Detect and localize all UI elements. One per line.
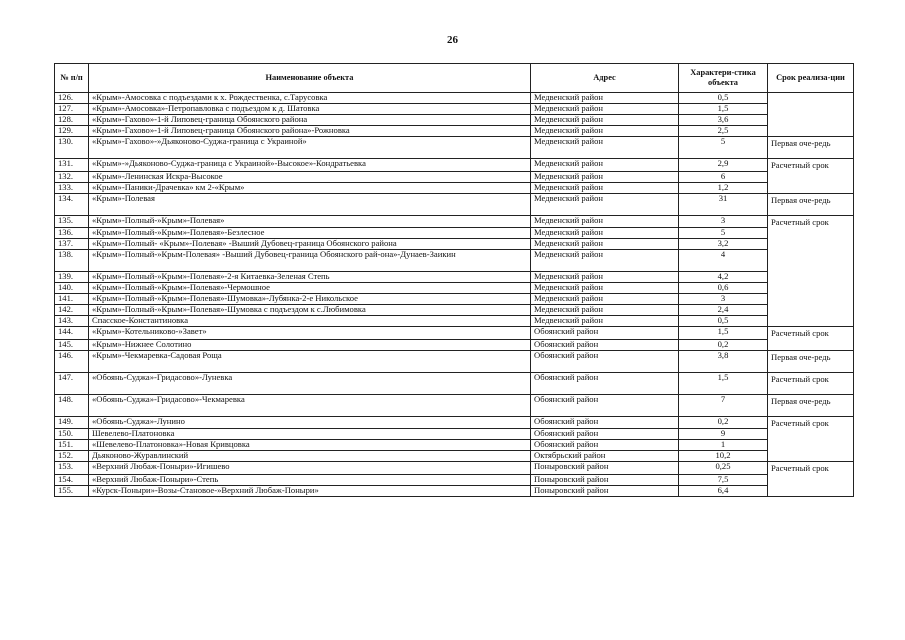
object-name: «Крым»-Котельниково-»Завет» [89, 327, 531, 340]
object-name: «Крым»-Гахово»-»Дьяконово-Суджа-граница с Украиной» [89, 137, 531, 159]
table-body [55, 93, 854, 497]
object-term: Расчетный срок [768, 416, 854, 429]
header-name: Наименование объекта [89, 64, 531, 93]
object-term: Первая оче-редь [768, 193, 854, 215]
object-term: Первая оче-редь [768, 137, 854, 159]
table-row [55, 372, 854, 394]
object-length: 0,5 [679, 316, 768, 327]
table-row [55, 394, 854, 416]
object-name: «Крым»-Гахово»-1-й Липовец-граница Обоянского района»-Рожновка [89, 126, 531, 137]
object-address: Обоянский район [531, 429, 679, 440]
object-address: Медвенский район [531, 159, 679, 172]
table-row [55, 137, 854, 159]
object-length: 3 [679, 294, 768, 305]
table-row [55, 159, 854, 172]
row-number: 150. [55, 429, 89, 440]
object-address: Обоянский район [531, 350, 679, 372]
object-name: «Крым»-Полный-»Крым»-Полевая» [89, 215, 531, 228]
object-address: Медвенский район [531, 215, 679, 228]
row-number: 137. [55, 239, 89, 250]
table-row [55, 305, 854, 316]
object-term [768, 474, 854, 485]
table-row [55, 272, 854, 283]
object-address: Медвенский район [531, 305, 679, 316]
row-number: 152. [55, 451, 89, 462]
object-address: Обоянский район [531, 416, 679, 429]
object-term [768, 272, 854, 283]
table-row [55, 126, 854, 137]
object-length: 3 [679, 215, 768, 228]
object-address: Медвенский район [531, 171, 679, 182]
table-row [55, 228, 854, 239]
object-length: 5 [679, 228, 768, 239]
object-length: 1,5 [679, 104, 768, 115]
header-length: Характери-стика объекта [679, 64, 768, 93]
object-name: Дьяконово-Журавлинский [89, 451, 531, 462]
row-number: 146. [55, 350, 89, 372]
table-row [55, 104, 854, 115]
object-name: «Крым»-Полный-»Крым-Полевая» -Выший Дубовец-граница Обоянского рай-она»-Дунаев-Заикин [89, 250, 531, 272]
object-length: 0,2 [679, 339, 768, 350]
object-term [768, 451, 854, 462]
object-address: Обоянский район [531, 339, 679, 350]
object-term [768, 239, 854, 250]
object-name: «Верхний Любаж-Поныри»-Игишево [89, 462, 531, 475]
table-row [55, 193, 854, 215]
object-address: Обоянский район [531, 394, 679, 416]
row-number: 133. [55, 182, 89, 193]
object-term [768, 104, 854, 115]
table-row [55, 239, 854, 250]
table-row [55, 429, 854, 440]
row-number: 135. [55, 215, 89, 228]
table-row [55, 474, 854, 485]
object-length: 9 [679, 429, 768, 440]
object-term [768, 294, 854, 305]
object-term [768, 93, 854, 104]
object-address: Медвенский район [531, 316, 679, 327]
table-row [55, 327, 854, 340]
row-number: 129. [55, 126, 89, 137]
object-name: Шевелево-Платоновка [89, 429, 531, 440]
table-row [55, 416, 854, 429]
table-row [55, 485, 854, 496]
object-term [768, 305, 854, 316]
row-number: 136. [55, 228, 89, 239]
row-number: 155. [55, 485, 89, 496]
object-term [768, 182, 854, 193]
header-address: Адрес [531, 64, 679, 93]
row-number: 147. [55, 372, 89, 394]
object-term [768, 171, 854, 182]
table-header-row [55, 64, 854, 93]
object-length: 6,4 [679, 485, 768, 496]
object-address: Медвенский район [531, 137, 679, 159]
object-name: «Крым»-Нижнее Солотино [89, 339, 531, 350]
row-number: 144. [55, 327, 89, 340]
row-number: 141. [55, 294, 89, 305]
object-name: Спасское-Константиновка [89, 316, 531, 327]
object-name: «Обоянь-Суджа»-Гридасово»-Чекмаревка [89, 394, 531, 416]
object-length: 4 [679, 250, 768, 272]
object-address: Медвенский район [531, 193, 679, 215]
object-name: «Крым»-Полный-»Крым»-Полевая»-Шумовка с подъездом к с.Любимовка [89, 305, 531, 316]
object-address: Поныровский район [531, 485, 679, 496]
page-number: 26 [447, 34, 458, 46]
object-length: 1,2 [679, 182, 768, 193]
object-address: Медвенский район [531, 283, 679, 294]
object-term: Расчетный срок [768, 327, 854, 340]
table-row [55, 115, 854, 126]
object-address: Медвенский район [531, 104, 679, 115]
object-length: 1,5 [679, 372, 768, 394]
object-length: 7,5 [679, 474, 768, 485]
row-number: 149. [55, 416, 89, 429]
object-term [768, 440, 854, 451]
object-name: «Верхний Любаж-Поныри»-Степь [89, 474, 531, 485]
row-number: 139. [55, 272, 89, 283]
object-term [768, 250, 854, 272]
object-length: 4,2 [679, 272, 768, 283]
object-length: 3,8 [679, 350, 768, 372]
object-address: Медвенский район [531, 115, 679, 126]
object-name: «Крым»-Полный-»Крым»-Полевая»-Безлесное [89, 228, 531, 239]
object-term [768, 429, 854, 440]
object-address: Медвенский район [531, 250, 679, 272]
table-row [55, 350, 854, 372]
object-term [768, 316, 854, 327]
row-number: 130. [55, 137, 89, 159]
row-number: 153. [55, 462, 89, 475]
object-term: Первая оче-редь [768, 350, 854, 372]
object-name: «Крым»-Паники-Драчевка» км 2-«Крым» [89, 182, 531, 193]
row-number: 142. [55, 305, 89, 316]
object-length: 10,2 [679, 451, 768, 462]
table-row [55, 339, 854, 350]
object-length: 5 [679, 137, 768, 159]
object-address: Медвенский район [531, 228, 679, 239]
object-name: «Крым»-Амосовка с подъездами к х. Рождественка, с.Тарусовка [89, 93, 531, 104]
table-row [55, 283, 854, 294]
object-address: Медвенский район [531, 239, 679, 250]
row-number: 128. [55, 115, 89, 126]
object-address: Обоянский район [531, 327, 679, 340]
object-length: 7 [679, 394, 768, 416]
object-name: «Крым»-Полный- «Крым»-Полевая» -Выший Дубовец-граница Обоянского района [89, 239, 531, 250]
object-length: 31 [679, 193, 768, 215]
objects-table [54, 63, 854, 497]
table-row [55, 182, 854, 193]
object-name: «Обоянь-Суджа»-Лунино [89, 416, 531, 429]
table-row [55, 440, 854, 451]
table-row [55, 451, 854, 462]
object-name: «Шевелево-Платоновка»-Новая Кривцовка [89, 440, 531, 451]
object-length: 3,2 [679, 239, 768, 250]
object-term: Расчетный срок [768, 462, 854, 475]
row-number: 145. [55, 339, 89, 350]
row-number: 127. [55, 104, 89, 115]
table-row [55, 215, 854, 228]
object-name: «Крым»-»Дьяконово-Суджа-граница с Украиной»-Высокое»-Кондратьевка [89, 159, 531, 172]
object-name: «Крым»-Амосовка»-Петропавловка с подъездом к д. Шатовка [89, 104, 531, 115]
object-name: «Крым»-Ленинская Искра-Высокое [89, 171, 531, 182]
object-address: Медвенский район [531, 294, 679, 305]
object-term: Расчетный срок [768, 159, 854, 172]
object-length: 1,5 [679, 327, 768, 340]
row-number: 140. [55, 283, 89, 294]
object-address: Обоянский район [531, 372, 679, 394]
object-term [768, 339, 854, 350]
row-number: 143. [55, 316, 89, 327]
object-name: «Крым»-Чекмаревка-Садовая Роща [89, 350, 531, 372]
object-address: Поныровский район [531, 474, 679, 485]
object-address: Медвенский район [531, 93, 679, 104]
object-length: 2,9 [679, 159, 768, 172]
object-term [768, 283, 854, 294]
object-name: «Крым»-Полный-»Крым»-Полевая»-Шумовка»-Лубянка-2-е Никольское [89, 294, 531, 305]
table-row [55, 294, 854, 305]
object-term [768, 126, 854, 137]
object-length: 1 [679, 440, 768, 451]
row-number: 154. [55, 474, 89, 485]
object-name: «Обоянь-Суджа»-Гридасово»-Луневка [89, 372, 531, 394]
object-name: «Крым»-Полевая [89, 193, 531, 215]
object-term: Расчетный срок [768, 372, 854, 394]
object-length: 0,6 [679, 283, 768, 294]
object-term [768, 115, 854, 126]
object-name: «Крым»-Полный-»Крым»-Полевая»-2-я Китаевка-Зеленая Степь [89, 272, 531, 283]
object-length: 2,4 [679, 305, 768, 316]
row-number: 131. [55, 159, 89, 172]
table-row [55, 250, 854, 272]
object-length: 6 [679, 171, 768, 182]
row-number: 148. [55, 394, 89, 416]
object-term [768, 228, 854, 239]
header-term: Срок реализа-ции [768, 64, 854, 93]
object-length: 3,6 [679, 115, 768, 126]
object-address: Поныровский район [531, 462, 679, 475]
object-name: «Крым»-Полный-»Крым»-Полевая»-Чермошное [89, 283, 531, 294]
object-length: 0,25 [679, 462, 768, 475]
row-number: 138. [55, 250, 89, 272]
object-term: Первая оче-редь [768, 394, 854, 416]
object-address: Октябрьский район [531, 451, 679, 462]
object-address: Медвенский район [531, 182, 679, 193]
table-row [55, 316, 854, 327]
row-number: 151. [55, 440, 89, 451]
object-address: Медвенский район [531, 272, 679, 283]
object-term: Расчетный срок [768, 215, 854, 228]
table-row [55, 462, 854, 475]
object-address: Обоянский район [531, 440, 679, 451]
row-number: 132. [55, 171, 89, 182]
object-length: 0,5 [679, 93, 768, 104]
header-num: № п/п [55, 64, 89, 93]
table-row [55, 171, 854, 182]
object-length: 0,2 [679, 416, 768, 429]
table-row [55, 93, 854, 104]
row-number: 134. [55, 193, 89, 215]
object-name: «Курск-Поныри»-Возы-Становое-»Верхний Любаж-Поныри» [89, 485, 531, 496]
row-number: 126. [55, 93, 89, 104]
object-length: 2,5 [679, 126, 768, 137]
object-name: «Крым»-Гахово»-1-й Липовец-граница Обоянского района [89, 115, 531, 126]
object-address: Медвенский район [531, 126, 679, 137]
object-term [768, 485, 854, 496]
